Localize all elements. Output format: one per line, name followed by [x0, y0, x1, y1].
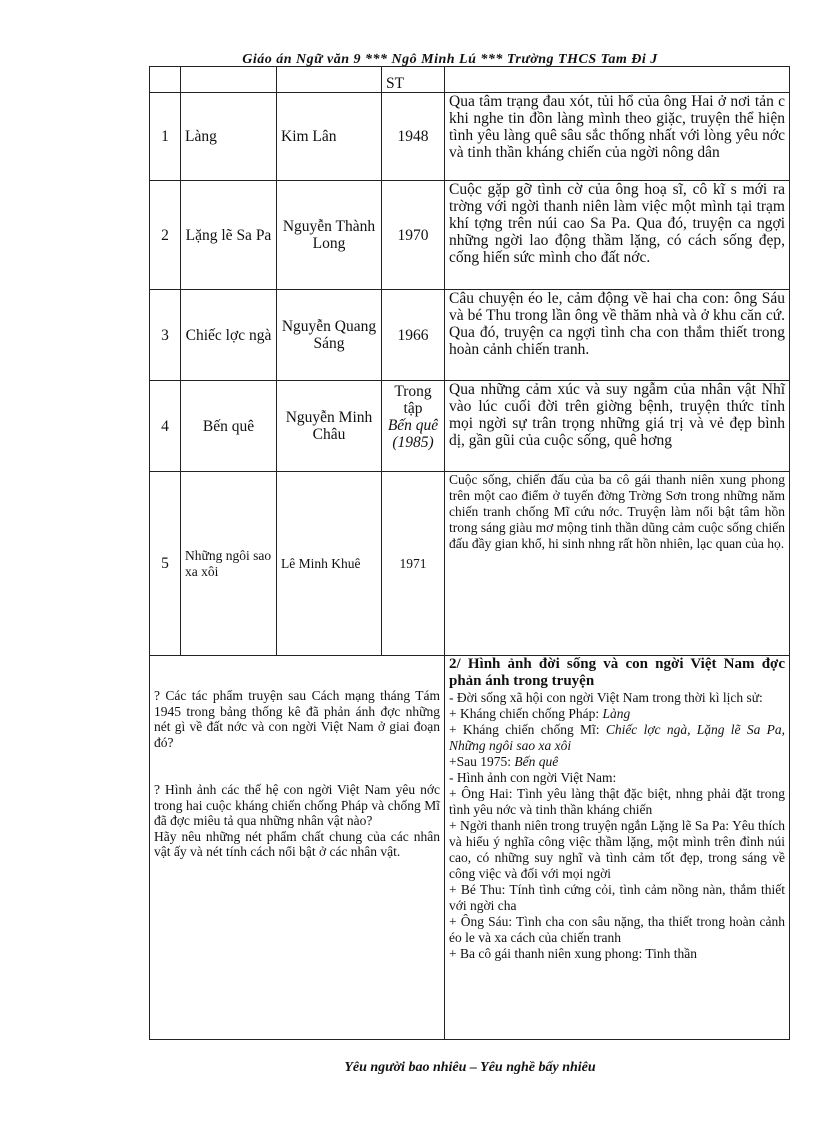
works-list: Làng	[602, 706, 631, 721]
answer-line: + Ông Sáu: Tình cha con sâu nặng, tha thiết trong hoàn cảnh éo le và xa cách của chiến tranh	[449, 914, 785, 945]
answer-line: + Ngời thanh niên trong truyện ngắn Lặng lẽ Sa Pa: Yêu thích và hiểu ý nghĩa công việc thầm lặng, một mình trên đỉnh núi cao, có những suy nghĩ và tình cảm tốt đẹp, trong sáng về công việc và đối với mọi ngời	[449, 818, 785, 881]
work-title: Những ngôi sao xa xôi	[181, 472, 277, 656]
work-summary: Cuộc sống, chiến đấu của ba cô gái thanh niên xung phong trên một cao điểm ở tuyến đờng Trờng Sơn trong những năm chiến tranh chống Mĩ cứu nớc. Truyện làm nổi bật tâm hồn trong sáng giàu mơ mộng tinh thần dũng cảm cuộc sống chiến đấu đầy gian khổ, hi sinh nhng rất hồn nhiên, lạc quan của họ.	[445, 472, 790, 656]
questions-cell	[150, 656, 445, 1040]
page-footer: Yêu người bao nhiêu – Yêu nghề bấy nhiêu	[344, 1060, 596, 1075]
work-title: Làng	[181, 93, 277, 181]
answer-line: - Hình ảnh con ngời Việt Nam:	[449, 770, 617, 785]
row-number: 5	[150, 472, 181, 656]
row-number: 4	[150, 381, 181, 472]
work-summary: Qua tâm trạng đau xót, tủi hổ của ông Hai ở nơi tản c khi nghe tin đồn làng mình theo giặc, truyện thể hiện tình yêu làng quê sâu sắc thống nhất với lòng yêu nớc và tinh thần kháng chiến của ngời nông dân	[445, 93, 790, 181]
table-row	[150, 67, 790, 93]
answer-title: 2/ Hình ảnh đời sống và con ngời Việt Nam đợc phản ánh trong truyện	[449, 656, 785, 689]
year-line: Bến quê	[387, 417, 439, 434]
work-year: 1966	[382, 290, 445, 381]
work-author: Nguyễn Minh Châu	[277, 381, 382, 472]
work-summary: Qua những cảm xúc và suy ngẫm của nhân vật Nhĩ vào lúc cuối đời trên giờng bệnh, truyện thức tỉnh mọi ngời sự trân trọng những giá trị và vẻ đẹp bình dị, gần gũi của cuộc sống, quê hơng	[445, 381, 790, 472]
page-header: Giáo án Ngữ văn 9 *** Ngô Minh Lú *** Trường THCS Tam Đi J	[242, 52, 658, 67]
row-number: 1	[150, 93, 181, 181]
work-author: Kim Lân	[277, 93, 382, 181]
answer-line: + Ba cô gái thanh niên xung phong: Tinh thần	[449, 946, 697, 961]
table-row	[150, 381, 790, 472]
question-text: ? Các tác phẩm truyện sau Cách mạng tháng Tám 1945 trong bảng thống kê đã phản ánh đợc những nét gì về đất nớc và con ngời Việt Nam ở giai đoạn đó?	[154, 688, 440, 750]
answer-cell	[445, 656, 790, 1040]
answer-line: + Kháng chiến chống Mĩ: Chiếc lợc ngà, Lặng lẽ Sa Pa, Những ngôi sao xa xôi	[449, 722, 786, 753]
answer-line: + Kháng chiến chống Pháp: Làng	[449, 706, 631, 721]
work-author: Nguyễn Thành Long	[277, 181, 382, 290]
work-author: Nguyễn Quang Sáng	[277, 290, 382, 381]
works-table	[149, 66, 790, 1040]
work-summary: Câu chuyện éo le, cảm động về hai cha con: ông Sáu và bé Thu trong lần ông về thăm nhà và ở khu căn cứ. Qua đó, truyện ca ngợi tình cha con thắm thiết trong hoàn cảnh chiến tranh.	[445, 290, 790, 381]
work-year: 1970	[382, 181, 445, 290]
col-header-fragment: ST	[382, 67, 445, 93]
answer-line: +Sau 1975: Bến quê	[449, 754, 559, 769]
work-year	[382, 381, 445, 472]
work-author: Lê Minh Khuê	[277, 472, 382, 656]
works-list: Bến quê	[514, 754, 559, 769]
answer-line: + Ông Hai: Tình yêu làng thật đặc biệt, nhng phải đặt trong tình yêu nớc và tinh thần kháng chiến	[449, 786, 785, 817]
works-list: Chiếc lợc ngà, Lặng lẽ Sa Pa, Những ngôi sao xa xôi	[449, 722, 786, 753]
table-row	[150, 181, 790, 290]
answer-line: - Đời sống xã hội con ngời Việt Nam trong thời kì lịch sử:	[449, 690, 763, 705]
work-summary: Cuộc gặp gỡ tình cờ của ông hoạ sĩ, cô kĩ s mới ra trờng với ngời thanh niên làm việc một mình tại trạm khí tợng trên núi cao Sa Pa. Qua đó, truyện ca ngợi những ngời lao động thầm lặng, có cách sống đẹp, cống hiến sức mình cho đất nớc.	[445, 181, 790, 290]
year-line: (1985)	[392, 434, 434, 451]
work-title: Chiếc lợc ngà	[181, 290, 277, 381]
table-row	[150, 290, 790, 381]
answer-line: + Bé Thu: Tính tình cứng cỏi, tình cảm nồng nàn, thắm thiết với ngời cha	[449, 882, 785, 913]
question-text: ? Hình ảnh các thế hệ con ngời Việt Nam yêu nớc trong hai cuộc kháng chiến chống Pháp và chống Mĩ đã đợc miêu tả qua những nhân vật nào?	[154, 782, 440, 828]
question-text: Hãy nêu những nét phẩm chất chung của các nhân vật ấy và nét tính cách nổi bật ở các nhân vật.	[154, 828, 440, 859]
row-number: 2	[150, 181, 181, 290]
row-number: 3	[150, 290, 181, 381]
table-row	[150, 472, 790, 656]
work-year: 1971	[382, 472, 445, 656]
work-title: Lặng lẽ Sa Pa	[181, 181, 277, 290]
table-row	[150, 656, 790, 1040]
year-line: Trong tập	[394, 383, 432, 417]
table-row	[150, 93, 790, 181]
work-title: Bến quê	[181, 381, 277, 472]
work-year: 1948	[382, 93, 445, 181]
